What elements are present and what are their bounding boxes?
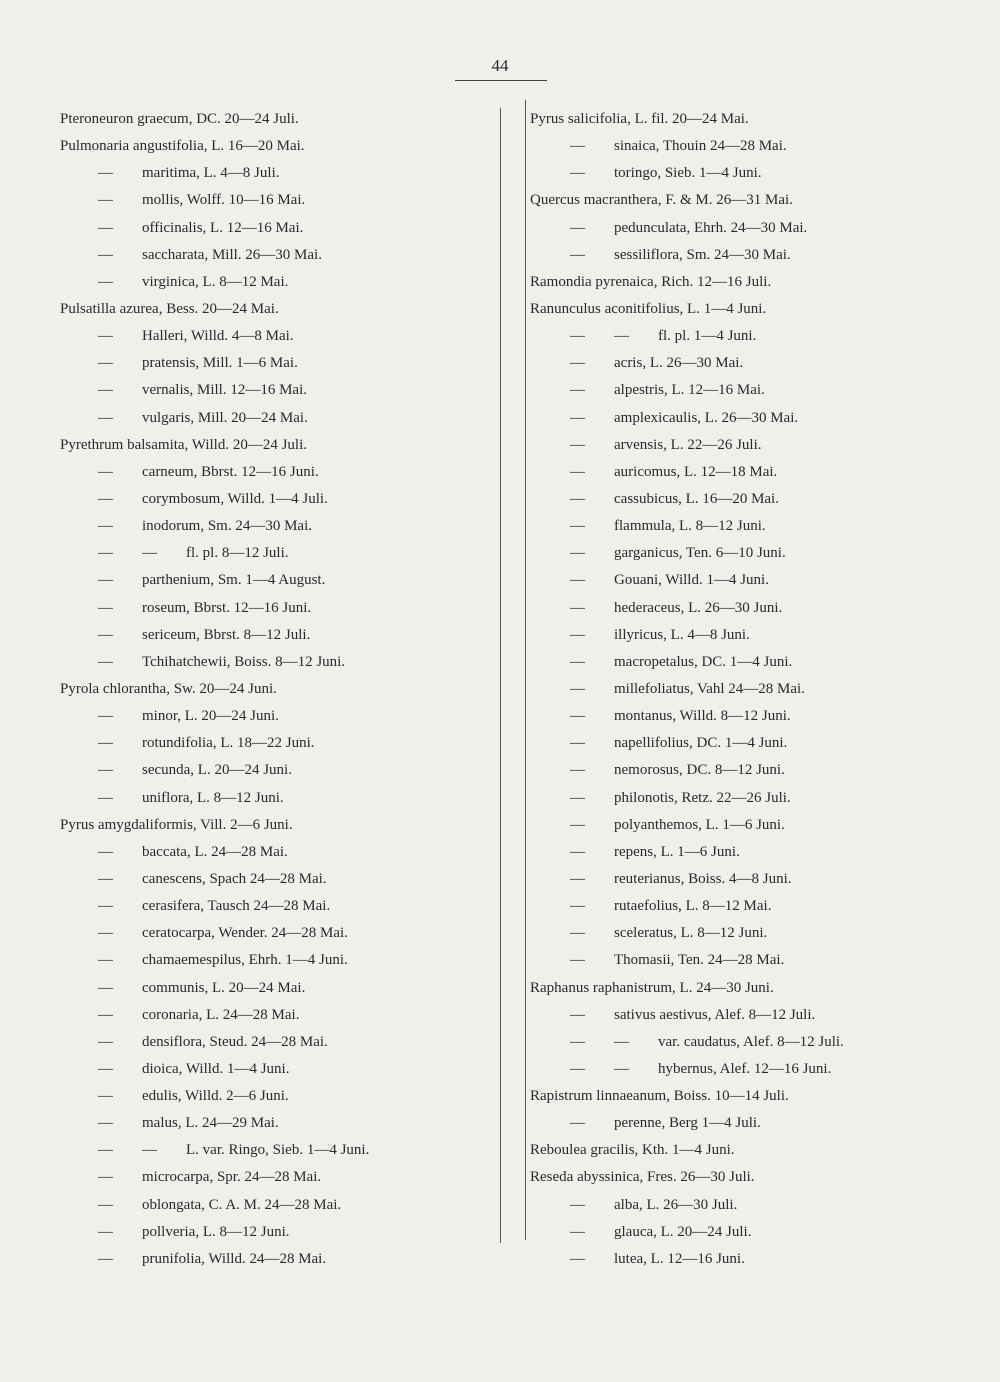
ditto-dash <box>142 1137 186 1164</box>
list-item <box>60 866 490 893</box>
ditto-dash <box>570 866 614 893</box>
entry-text: densiflora, Steud. 24—28 Mai. <box>142 1033 328 1050</box>
ditto-dash <box>570 513 614 540</box>
entry-text: L. var. Ringo, Sieb. 1—4 Juni. <box>186 1142 370 1159</box>
entry-text: flammula, L. 8—12 Juni. <box>614 518 766 535</box>
ditto-dash <box>98 1083 142 1110</box>
list-item <box>60 133 490 160</box>
entry-text: pedunculata, Ehrh. 24—30 Mai. <box>614 219 808 236</box>
ditto-dash <box>98 1029 142 1056</box>
ditto-dash <box>570 242 614 269</box>
entry-text: illyricus, L. 4—8 Juni. <box>614 626 750 643</box>
ditto-dash <box>98 269 142 296</box>
list-item <box>530 567 970 594</box>
ditto-dash <box>570 486 614 513</box>
ditto-dash <box>570 920 614 947</box>
entry-text: virginica, L. 8—12 Mai. <box>142 273 289 290</box>
list-item <box>60 1219 490 1246</box>
entry-text: perenne, Berg 1—4 Juli. <box>614 1115 761 1132</box>
entry-text: polyanthemos, L. 1—6 Juni. <box>614 816 785 833</box>
list-item <box>60 757 490 784</box>
list-item <box>530 133 970 160</box>
entry-text: rutaefolius, L. 8—12 Mai. <box>614 898 772 915</box>
list-item <box>530 622 970 649</box>
entry-text: edulis, Willd. 2—6 Juni. <box>142 1088 289 1105</box>
list-item <box>60 1164 490 1191</box>
column-divider-left <box>500 108 501 1243</box>
ditto-dash <box>98 920 142 947</box>
header-rule <box>455 80 547 81</box>
entry-text: corymbosum, Willd. 1—4 Juli. <box>142 490 328 507</box>
ditto-dash <box>570 567 614 594</box>
list-item <box>530 459 970 486</box>
list-item <box>60 513 490 540</box>
ditto-dash <box>98 947 142 974</box>
entry-text: carneum, Bbrst. 12—16 Juni. <box>142 463 319 480</box>
list-item <box>530 1164 970 1191</box>
ditto-dash <box>570 459 614 486</box>
ditto-dash <box>614 1056 658 1083</box>
ditto-dash <box>98 540 142 567</box>
list-item <box>60 1056 490 1083</box>
entry-text: Pyrus salicifolia, L. fil. 20—24 Mai. <box>530 111 749 127</box>
ditto-dash <box>570 947 614 974</box>
entry-text: baccata, L. 24—28 Mai. <box>142 843 288 860</box>
list-item <box>530 839 970 866</box>
ditto-dash <box>570 785 614 812</box>
entry-text: Pteroneuron graecum, DC. 20—24 Juli. <box>60 111 299 127</box>
ditto-dash <box>98 513 142 540</box>
ditto-dash <box>570 622 614 649</box>
list-item <box>60 893 490 920</box>
entry-text: officinalis, L. 12—16 Mai. <box>142 219 304 236</box>
entry-text: cassubicus, L. 16—20 Mai. <box>614 490 779 507</box>
list-item <box>530 975 970 1002</box>
ditto-dash <box>98 486 142 513</box>
list-item <box>530 1002 970 1029</box>
list-item <box>530 1137 970 1164</box>
list-item <box>60 676 490 703</box>
entry-text: vulgaris, Mill. 20—24 Mai. <box>142 409 308 426</box>
entry-text: Rapistrum linnaeanum, Boiss. 10—14 Juli. <box>530 1088 789 1105</box>
list-item <box>530 405 970 432</box>
ditto-dash <box>98 323 142 350</box>
ditto-dash <box>570 1192 614 1219</box>
list-item <box>60 622 490 649</box>
entry-text: coronaria, L. 24—28 Mai. <box>142 1006 300 1023</box>
list-item <box>530 920 970 947</box>
entry-text: microcarpa, Spr. 24—28 Mai. <box>142 1169 322 1186</box>
list-item <box>60 1110 490 1137</box>
list-item <box>60 405 490 432</box>
list-item <box>530 486 970 513</box>
entry-text: mollis, Wolff. 10—16 Mai. <box>142 192 306 209</box>
ditto-dash <box>98 405 142 432</box>
entry-text: Reseda abyssinica, Fres. 26—30 Juli. <box>530 1169 755 1186</box>
list-item <box>530 350 970 377</box>
ditto-dash <box>570 1246 614 1273</box>
entry-text: sessiliflora, Sm. 24—30 Mai. <box>614 246 791 263</box>
list-item <box>530 757 970 784</box>
ditto-dash <box>142 540 186 567</box>
list-item <box>60 1002 490 1029</box>
list-item <box>60 839 490 866</box>
list-item <box>530 1029 970 1056</box>
ditto-dash <box>570 405 614 432</box>
entry-text: Pulsatilla azurea, Bess. 20—24 Mai. <box>60 300 279 317</box>
list-item <box>530 242 970 269</box>
entry-text: hederaceus, L. 26—30 Juni. <box>614 599 783 616</box>
ditto-dash <box>570 1056 614 1083</box>
list-item <box>60 812 490 839</box>
ditto-dash <box>570 812 614 839</box>
entry-text: pollveria, L. 8—12 Juni. <box>142 1223 290 1240</box>
entry-text: hybernus, Alef. 12—16 Juni. <box>658 1060 832 1077</box>
list-item <box>60 323 490 350</box>
list-item <box>60 350 490 377</box>
list-item <box>60 730 490 757</box>
list-item <box>60 703 490 730</box>
entry-text: nemorosus, DC. 8—12 Juni. <box>614 762 785 779</box>
ditto-dash <box>570 133 614 160</box>
entry-text: philonotis, Retz. 22—26 Juli. <box>614 789 791 806</box>
ditto-dash <box>98 567 142 594</box>
entry-text: minor, L. 20—24 Juni. <box>142 708 279 725</box>
ditto-dash <box>570 1219 614 1246</box>
list-item <box>530 893 970 920</box>
entry-text: cerasifera, Tausch 24—28 Mai. <box>142 898 331 915</box>
list-item <box>530 377 970 404</box>
ditto-dash <box>98 1164 142 1191</box>
list-item <box>530 1246 970 1273</box>
ditto-dash <box>570 730 614 757</box>
ditto-dash <box>98 785 142 812</box>
list-item <box>530 595 970 622</box>
entry-text: Reboulea gracilis, Kth. 1—4 Juni. <box>530 1142 735 1159</box>
entry-text: Pyrethrum balsamita, Willd. 20—24 Juli. <box>60 436 308 453</box>
list-item <box>60 567 490 594</box>
list-item <box>60 1083 490 1110</box>
ditto-dash <box>98 1110 142 1137</box>
list-item <box>60 1246 490 1273</box>
list-item <box>530 187 970 214</box>
page-number: 44 <box>491 56 509 75</box>
ditto-dash <box>570 893 614 920</box>
list-item <box>530 730 970 757</box>
entry-text: Ramondia pyrenaica, Rich. 12—16 Juli. <box>530 273 772 290</box>
list-item <box>60 595 490 622</box>
ditto-dash <box>570 595 614 622</box>
entry-text: canescens, Spach 24—28 Mai. <box>142 870 327 887</box>
list-item <box>530 1192 970 1219</box>
entry-text: macropetalus, DC. 1—4 Juni. <box>614 653 793 670</box>
list-item <box>60 459 490 486</box>
left-column <box>60 106 490 1273</box>
list-item <box>530 1219 970 1246</box>
ditto-dash <box>98 187 142 214</box>
ditto-dash <box>570 1002 614 1029</box>
entry-text: parthenium, Sm. 1—4 August. <box>142 572 326 589</box>
list-item <box>530 703 970 730</box>
entry-text: fl. pl. 1—4 Juni. <box>658 328 757 345</box>
ditto-dash <box>98 975 142 1002</box>
ditto-dash <box>98 595 142 622</box>
list-item <box>530 866 970 893</box>
ditto-dash <box>98 703 142 730</box>
list-item <box>60 432 490 459</box>
entry-text: sericeum, Bbrst. 8—12 Juli. <box>142 626 311 643</box>
entry-text: millefoliatus, Vahl 24—28 Mai. <box>614 680 805 697</box>
entry-text: Pyrus amygdaliformis, Vill. 2—6 Juni. <box>60 816 293 833</box>
entry-text: fl. pl. 8—12 Juli. <box>186 545 289 562</box>
entry-text: Raphanus raphanistrum, L. 24—30 Juni. <box>530 979 774 996</box>
ditto-dash <box>570 703 614 730</box>
list-item <box>530 1110 970 1137</box>
list-item <box>60 1137 490 1164</box>
list-item <box>60 920 490 947</box>
list-item <box>60 187 490 214</box>
list-item <box>60 1029 490 1056</box>
ditto-dash <box>98 1137 142 1164</box>
column-divider-right <box>525 100 526 1240</box>
entry-text: sativus aestivus, Alef. 8—12 Juli. <box>614 1006 816 1023</box>
entry-text: Tchihatchewii, Boiss. 8—12 Juni. <box>142 653 346 670</box>
ditto-dash <box>570 160 614 187</box>
ditto-dash <box>570 1029 614 1056</box>
list-item <box>60 242 490 269</box>
ditto-dash <box>98 866 142 893</box>
list-item <box>60 1192 490 1219</box>
ditto-dash <box>570 676 614 703</box>
entry-text: sceleratus, L. 8—12 Juni. <box>614 925 768 942</box>
entry-text: roseum, Bbrst. 12—16 Juni. <box>142 599 312 616</box>
list-item <box>530 812 970 839</box>
entry-text: ceratocarpa, Wender. 24—28 Mai. <box>142 925 348 942</box>
ditto-dash <box>98 459 142 486</box>
entry-text: repens, L. 1—6 Juni. <box>614 843 740 860</box>
list-item <box>530 540 970 567</box>
entry-text: auricomus, L. 12—18 Mai. <box>614 463 778 480</box>
entry-text: amplexicaulis, L. 26—30 Mai. <box>614 409 799 426</box>
entry-text: napellifolius, DC. 1—4 Juni. <box>614 735 788 752</box>
list-item <box>530 1056 970 1083</box>
entry-text: toringo, Sieb. 1—4 Juni. <box>614 165 762 182</box>
ditto-dash <box>98 893 142 920</box>
list-item <box>530 106 970 133</box>
list-item <box>60 269 490 296</box>
list-item <box>530 947 970 974</box>
entry-text: pratensis, Mill. 1—6 Mai. <box>142 355 298 372</box>
ditto-dash <box>98 649 142 676</box>
list-item <box>60 106 490 133</box>
ditto-dash <box>98 1219 142 1246</box>
ditto-dash <box>98 1246 142 1273</box>
entry-text: arvensis, L. 22—26 Juli. <box>614 436 762 453</box>
list-item <box>530 432 970 459</box>
list-item <box>60 377 490 404</box>
entry-text: acris, L. 26—30 Mai. <box>614 355 744 372</box>
list-item <box>60 975 490 1002</box>
list-item <box>60 947 490 974</box>
ditto-dash <box>570 540 614 567</box>
entry-text: uniflora, L. 8—12 Juni. <box>142 789 284 806</box>
entry-text: lutea, L. 12—16 Juni. <box>614 1250 745 1267</box>
entry-text: malus, L. 24—29 Mai. <box>142 1115 279 1132</box>
ditto-dash <box>98 160 142 187</box>
list-item <box>530 785 970 812</box>
ditto-dash <box>98 1002 142 1029</box>
entry-text: sinaica, Thouin 24—28 Mai. <box>614 138 787 155</box>
ditto-dash <box>570 432 614 459</box>
list-item <box>60 649 490 676</box>
list-item <box>60 296 490 323</box>
entry-text: montanus, Willd. 8—12 Juni. <box>614 708 791 725</box>
entry-text: var. caudatus, Alef. 8—12 Juli. <box>658 1033 844 1050</box>
entry-text: secunda, L. 20—24 Juni. <box>142 762 292 779</box>
list-item <box>530 513 970 540</box>
ditto-dash <box>98 839 142 866</box>
entry-text: garganicus, Ten. 6—10 Juni. <box>614 545 786 562</box>
ditto-dash <box>98 350 142 377</box>
ditto-dash <box>570 350 614 377</box>
ditto-dash <box>98 215 142 242</box>
ditto-dash <box>98 242 142 269</box>
list-item <box>530 160 970 187</box>
list-item <box>530 323 970 350</box>
ditto-dash <box>570 649 614 676</box>
entry-text: inodorum, Sm. 24—30 Mai. <box>142 518 313 535</box>
right-column <box>530 106 970 1273</box>
ditto-dash <box>614 1029 658 1056</box>
ditto-dash <box>98 377 142 404</box>
entry-text: chamaemespilus, Ehrh. 1—4 Juni. <box>142 952 348 969</box>
list-item <box>530 1083 970 1110</box>
ditto-dash <box>570 323 614 350</box>
list-item <box>530 676 970 703</box>
entry-text: rotundifolia, L. 18—22 Juni. <box>142 735 315 752</box>
ditto-dash <box>570 377 614 404</box>
entry-text: Pyrola chlorantha, Sw. 20—24 Juni. <box>60 680 277 697</box>
entry-text: Quercus macranthera, F. & M. 26—31 Mai. <box>530 192 793 209</box>
entry-text: maritima, L. 4—8 Juli. <box>142 165 280 182</box>
ditto-dash <box>98 757 142 784</box>
list-item <box>530 269 970 296</box>
entry-text: vernalis, Mill. 12—16 Mai. <box>142 382 307 399</box>
list-item <box>60 215 490 242</box>
list-item <box>530 649 970 676</box>
entry-text: alpestris, L. 12—16 Mai. <box>614 382 765 399</box>
entry-text: oblongata, C. A. M. 24—28 Mai. <box>142 1196 342 1213</box>
entry-text: dioica, Willd. 1—4 Juni. <box>142 1060 290 1077</box>
entry-text: alba, L. 26—30 Juli. <box>614 1196 738 1213</box>
list-item <box>60 160 490 187</box>
ditto-dash <box>570 215 614 242</box>
entry-text: communis, L. 20—24 Mai. <box>142 979 306 996</box>
entry-text: saccharata, Mill. 26—30 Mai. <box>142 246 322 263</box>
entry-text: Ranunculus aconitifolius, L. 1—4 Juni. <box>530 300 767 317</box>
entry-text: Pulmonaria angustifolia, L. 16—20 Mai. <box>60 138 305 155</box>
ditto-dash <box>614 323 658 350</box>
entry-text: prunifolia, Willd. 24—28 Mai. <box>142 1250 327 1267</box>
list-item <box>60 486 490 513</box>
ditto-dash <box>570 757 614 784</box>
ditto-dash <box>98 1056 142 1083</box>
ditto-dash <box>98 730 142 757</box>
ditto-dash <box>570 839 614 866</box>
entry-text: Thomasii, Ten. 24—28 Mai. <box>614 952 785 969</box>
list-item <box>60 785 490 812</box>
list-item <box>60 540 490 567</box>
entry-text: Gouani, Willd. 1—4 Juni. <box>614 572 769 589</box>
entry-text: reuterianus, Boiss. 4—8 Juni. <box>614 870 792 887</box>
list-item <box>530 296 970 323</box>
ditto-dash <box>98 1192 142 1219</box>
entry-text: Halleri, Willd. 4—8 Mai. <box>142 328 294 345</box>
ditto-dash <box>98 622 142 649</box>
list-item <box>530 215 970 242</box>
entry-text: glauca, L. 20—24 Juli. <box>614 1223 752 1240</box>
ditto-dash <box>570 1110 614 1137</box>
